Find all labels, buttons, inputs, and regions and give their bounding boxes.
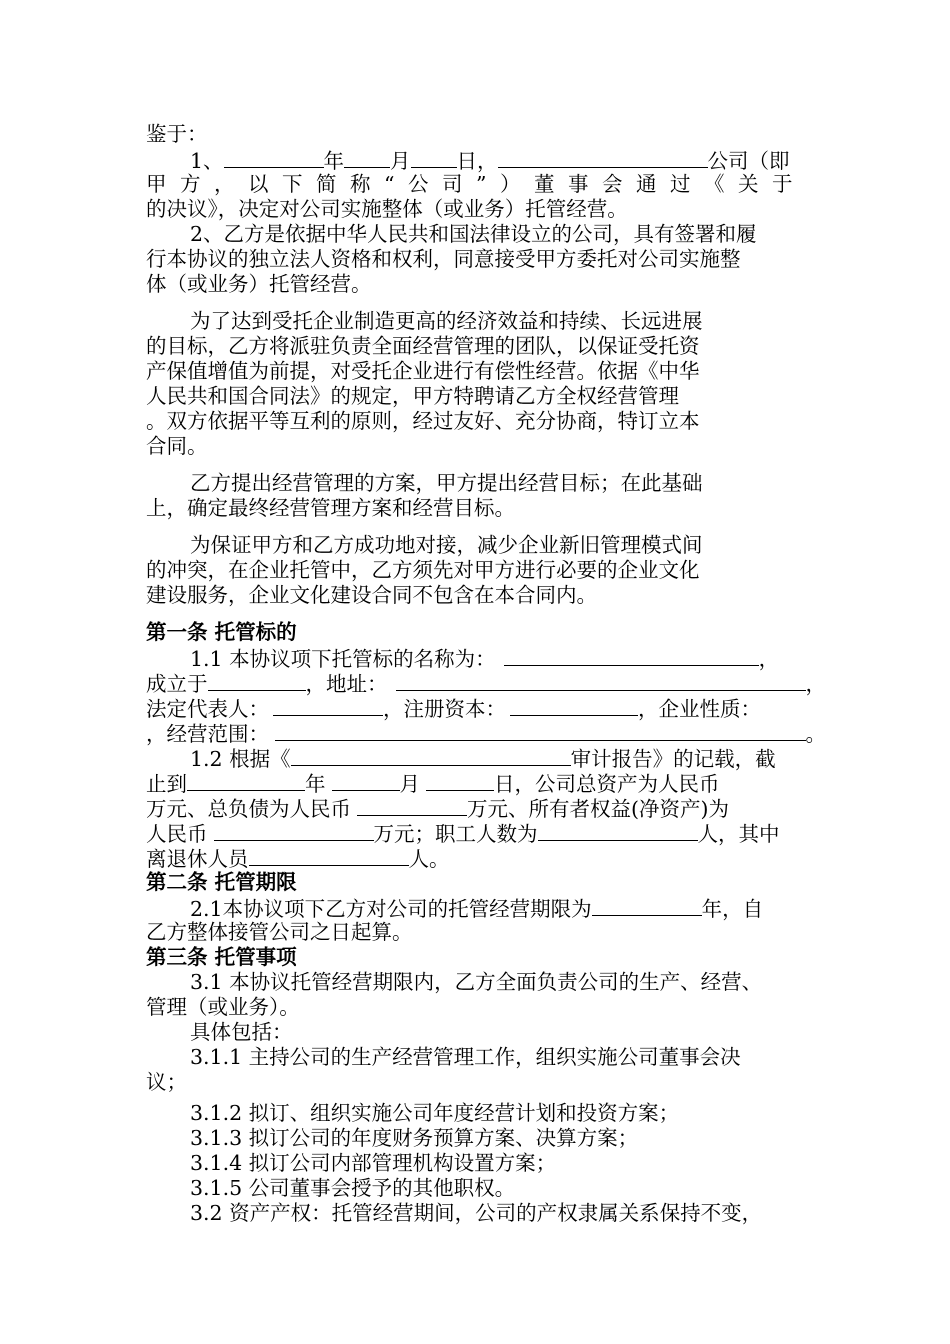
purpose-line-1: 为了达到受托企业制造更高的经济效益和持续、长远进展 — [190, 309, 703, 333]
article-1-2-line-3 — [146, 795, 826, 820]
article-3-1-line-2: 管理（或业务）。 — [146, 995, 300, 1019]
day-label: 日， — [456, 149, 498, 173]
article-1-2-line-2 — [146, 770, 826, 795]
article-2-1-line-1 — [146, 895, 826, 920]
clause-text: 人。 — [408, 847, 450, 871]
culture-line-1: 为保证甲方和乙方成功地对接，减少企业新旧管理模式间 — [190, 533, 703, 557]
clause-text: 万元、所有者权益(净资产)为 — [467, 797, 729, 821]
blank-line — [187, 770, 305, 791]
blank-line — [357, 795, 467, 816]
punct: ， — [758, 647, 780, 671]
article-1-1-line-4 — [146, 720, 826, 745]
blank-line — [592, 895, 702, 916]
clause-text: 止到 — [146, 772, 187, 796]
blank-line — [510, 695, 638, 716]
article-3-heading: 第三条 托管事项 — [146, 945, 297, 969]
blank-line — [249, 845, 409, 866]
company-label: 公司（即 — [707, 149, 790, 173]
blank-line — [208, 670, 306, 691]
recital-number: 1、 — [190, 149, 224, 173]
clause-text: 万元、总负债为人民币 — [146, 797, 351, 821]
blank-line — [498, 147, 708, 168]
item-3-1-2: 3.1.2 拟订、组织实施公司年度经营计划和投资方案； — [190, 1101, 680, 1125]
clause-text: 人，其中 — [697, 822, 780, 846]
blank-line — [411, 147, 457, 168]
recital-1-line-1 — [146, 147, 826, 172]
item-3-1-3: 3.1.3 拟订公司的年度财务预算方案、决算方案； — [190, 1126, 639, 1150]
article-3-1-line-1: 3.1 本协议托管经营期限内，乙方全面负责公司的生产、经营、 — [190, 970, 763, 994]
month-label: 月 — [390, 149, 411, 173]
blank-line — [396, 670, 806, 691]
blank-line — [224, 147, 324, 168]
clause-text: 月 — [399, 772, 420, 796]
contract-page — [146, 122, 826, 1226]
item-3-1-4: 3.1.4 拟订公司内部管理机构设置方案； — [190, 1151, 557, 1175]
blank-line — [275, 720, 806, 741]
plan-line-1: 乙方提出经营管理的方案，甲方提出经营目标；在此基础 — [190, 471, 703, 495]
purpose-line-6: 合同。 — [146, 434, 208, 458]
culture-line-3: 建设服务，企业文化建设合同不包含在本合同内。 — [146, 583, 597, 607]
intro-line: 鉴于： — [146, 122, 208, 146]
clause-text: 法定代表人： — [146, 697, 269, 721]
clause-text: 1.1 本协议项下托管标的名称为： — [190, 647, 496, 671]
punct: ， — [805, 672, 826, 696]
blank-line — [538, 820, 698, 841]
article-2-heading: 第二条 托管期限 — [146, 870, 297, 894]
purpose-line-2: 的目标，乙方将派驻负责全面经营管理的团队，以保证受托资 — [146, 334, 700, 358]
blank-line — [426, 770, 494, 791]
clause-text: 1.2 根据《 — [190, 747, 291, 771]
punct: 。 — [805, 722, 826, 746]
clause-text: ，经营范围： — [146, 722, 269, 746]
includes-label: 具体包括： — [190, 1020, 293, 1044]
purpose-line-3: 产保值增值为前提，对受托企业进行有偿性经营。依据《中华 — [146, 359, 700, 383]
article-1-heading: 第一条 托管标的 — [146, 620, 297, 644]
plan-line-2: 上，确定最终经营管理方案和经营目标。 — [146, 496, 515, 520]
clause-text: 年 — [305, 772, 326, 796]
item-3-1-1-line-1: 3.1.1 主持公司的生产经营管理工作，组织实施公司董事会决 — [190, 1045, 741, 1069]
clause-text: 年，自 — [701, 897, 764, 921]
article-1-2-line-1 — [146, 745, 826, 770]
clause-text: 万元；职工人数为 — [373, 822, 538, 846]
article-1-2-line-5 — [146, 845, 826, 870]
item-3-1-5: 3.1.5 公司董事会授予的其他职权。 — [190, 1176, 516, 1200]
clause-text: 离退休人员 — [146, 847, 249, 871]
recital-1-line-3: 的决议》，决定对公司实施整体（或业务）托管经营。 — [146, 197, 628, 221]
recital-2-line-3: 体（或业务）托管经营。 — [146, 272, 372, 296]
clause-text: 2.1本协议项下乙方对公司的托管经营期限为 — [190, 897, 592, 921]
culture-line-2: 的冲突，在企业托管中，乙方须先对甲方进行必要的企业文化 — [146, 558, 700, 582]
clause-text: ，企业性质： — [638, 697, 761, 721]
blank-line — [332, 770, 400, 791]
recital-2-line-1: 2、乙方是依据中华人民共和国法律设立的公司，具有签署和履 — [190, 222, 757, 246]
item-3-1-1-line-2: 议； — [146, 1070, 187, 1094]
blank-line — [273, 695, 383, 716]
article-1-1-line-3 — [146, 695, 826, 720]
article-1-2-line-4 — [146, 820, 826, 845]
clause-text: ，地址： — [305, 672, 388, 696]
clause-text: ，注册资本： — [383, 697, 506, 721]
recital-2-line-2: 行本协议的独立法人资格和权利，同意接受甲方委托对公司实施整 — [146, 247, 741, 271]
clause-text: 审计报告》的记载，截 — [570, 747, 776, 771]
blank-line — [214, 820, 374, 841]
purpose-line-4: 人民共和国合同法》的规定，甲方特聘请乙方全权经营管理 — [146, 384, 679, 408]
article-1-1-line-1 — [146, 645, 826, 670]
article-3-2-line-1: 3.2 资产产权：托管经营期间，公司的产权隶属关系保持不变， — [190, 1201, 763, 1225]
clause-text: 人民币 — [146, 822, 208, 846]
recital-1-line-2: 甲方，以下简称“公司”）董事会通过《关于 — [146, 172, 806, 196]
purpose-line-5: 。双方依据平等互利的原则，经过友好、充分协商，特订立本 — [146, 409, 700, 433]
clause-text: 成立于 — [146, 672, 208, 696]
year-label: 年 — [323, 149, 345, 173]
article-2-1-line-2: 乙方整体接管公司之日起算。 — [146, 920, 413, 944]
blank-line — [291, 745, 571, 766]
article-1-1-line-2 — [146, 670, 826, 695]
blank-line — [344, 147, 390, 168]
blank-line — [504, 645, 759, 666]
clause-text: 日，公司总资产为人民币 — [494, 772, 720, 796]
